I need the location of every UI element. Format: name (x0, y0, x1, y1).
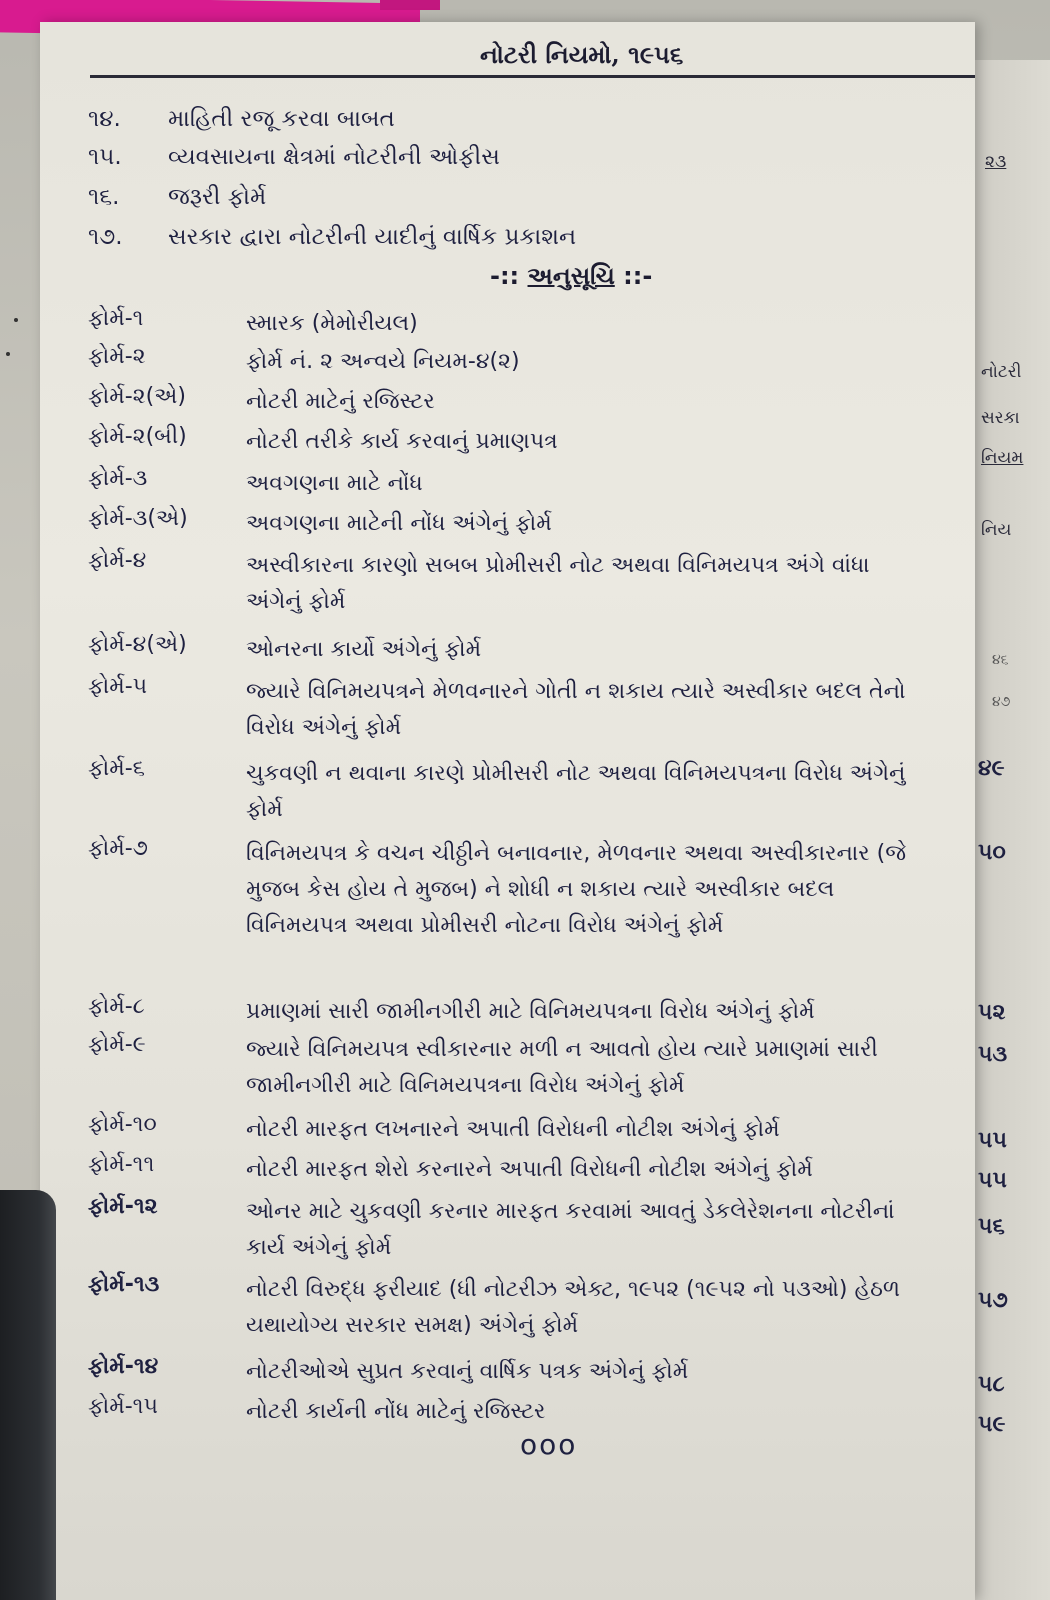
form-label: ફોર્મ-૧૧ (88, 1152, 155, 1177)
form-description: પ્રમાણમાં સારી જામીનગીરી માટે વિનિમયપત્રના વિરોધ અંગેનું ફોર્મ (246, 999, 815, 1024)
form-description: સ્મારક (મેમોરીયલ) (246, 311, 418, 336)
adjacent-fragment-3: નિયમ (981, 448, 1024, 468)
form-description: નોટરી વિરુદ્ધ ફરીયાદ (ધી નોટરીઝ એક્ટ, ૧૯૫૨ (૧૯૫૨ નો ૫૩ઓ) હેઠળ યથાયોગ્ય સરકાર સમક્ષ) અંગેનું ફોર્મ (246, 1277, 901, 1338)
rule-number: ૧૪. (88, 106, 121, 132)
schedule-suffix: ::- (623, 262, 653, 290)
form-page-number: ૫૬ (978, 1214, 1005, 1239)
rule-text: સરકાર દ્વારા નોટરીની યાદીનું વાર્ષિક પ્રકાશન (168, 224, 577, 250)
form-label: ફોર્મ-૩ (88, 466, 148, 491)
form-label: ફોર્મ-૬ (88, 756, 145, 781)
dark-object-corner (0, 1190, 56, 1600)
form-label: ફોર્મ-૧૨ (88, 1194, 158, 1219)
form-label: ફોર્મ-૪ (88, 548, 147, 573)
adjacent-fragment-4: નિય (981, 520, 1012, 540)
margin-dot (14, 318, 18, 322)
rule-text: વ્યવસાયના ક્ષેત્રમાં નોટરીની ઓફીસ (168, 144, 500, 170)
form-description: ફોર્મ નં. ૨ અન્વયે નિયમ-૪(૨) (246, 349, 520, 374)
adjacent-page-number: ૪૭ (992, 694, 1011, 710)
form-label: ફોર્મ-૧૫ (88, 1394, 158, 1419)
rule-text: માહિતી રજૂ કરવા બાબત (168, 106, 395, 132)
form-description: નોટરી તરીકે કાર્ય કરવાનું પ્રમાણપત્ર (246, 429, 558, 454)
adjacent-page (975, 60, 1050, 1600)
form-page-number: ૫૦ (978, 840, 1006, 865)
form-description: નોટરીઓએ સુપ્રત કરવાનું વાર્ષિક પત્રક અંગેનું ફોર્મ (246, 1359, 689, 1384)
adjacent-fragment-1: નોટરી (981, 362, 1022, 382)
margin-dot (6, 352, 10, 356)
form-page-number: ૫૭ (978, 1288, 1008, 1313)
form-page-number: ૫૩ (978, 1042, 1008, 1067)
form-page-number: ૫૫ (978, 1128, 1007, 1153)
form-label: ફોર્મ-૪(એ) (88, 632, 187, 657)
rule-number: ૧૬. (88, 184, 120, 210)
form-label: ફોર્મ-૨(બી) (88, 424, 187, 449)
form-description: નોટરી મારફત શેરો કરનારને અપાતી વિરોધની નોટીશ અંગેનું ફોર્મ (246, 1157, 813, 1182)
form-label: ફોર્મ-૮ (88, 994, 145, 1019)
form-page-number: ૪૯ (978, 756, 1005, 781)
form-label: ફોર્મ-૧૪ (88, 1354, 159, 1379)
adjacent-page-number: ૪૬ (992, 652, 1009, 668)
adjacent-fragment-2: સરકા (981, 408, 1020, 428)
form-label: ફોર્મ-૧૩ (88, 1272, 160, 1297)
form-description: નોટરી કાર્યની નોંધ માટેનું રજિસ્ટર (246, 1399, 546, 1424)
form-label: ફોર્મ-૨(એ) (88, 384, 186, 409)
running-head: નોટરી નિયમો, ૧૯૫૬ (480, 40, 684, 69)
form-description: જ્યારે વિનિમયપત્રને મેળવનારને ગોતી ન શકાય ત્યારે અસ્વીકાર બદલ તેનો વિરોધ અંગેનું ફોર્મ (246, 679, 906, 740)
form-description: અવગણના માટેની નોંધ અંગેનું ફોર્મ (246, 511, 552, 536)
adjacent-page-number: ૨૩ (985, 152, 1007, 172)
end-ornament: ooo (520, 1428, 578, 1461)
form-label: ફોર્મ-૨ (88, 344, 146, 369)
rule-number: ૧૭. (88, 224, 123, 250)
form-label: ફોર્મ-૧૦ (88, 1112, 157, 1137)
form-label: ફોર્મ-૧ (88, 306, 144, 331)
form-description: ઓનરના કાર્યો અંગેનું ફોર્મ (246, 637, 482, 662)
schedule-title: અનુસૂચિ (527, 262, 615, 290)
form-description: નોટરી મારફત લખનારને અપાતી વિરોધની નોટીશ અંગેનું ફોર્મ (246, 1117, 780, 1142)
form-page-number: ૫૫ (978, 1168, 1007, 1193)
form-label: ફોર્મ-૩(એ) (88, 506, 188, 531)
rule-number: ૧૫. (88, 144, 122, 170)
form-description: વિનિમયપત્ર કે વચન ચીઠ્ઠીને બનાવનાર, મેળવનાર અથવા અસ્વીકારનાર (જે મુજબ કેસ હોય તે મુજબ) ને શોધી ન શકાય ત્યારે અસ્વીકાર બદલ વિનિમયપત્ર અથવા પ્રોમીસરી નોટના વિરોધ અંગેનું ફોર્મ (246, 841, 907, 938)
header-rule (90, 75, 975, 78)
rule-text: જરૂરી ફોર્મ (168, 184, 267, 210)
pink-book-cover-edge (380, 0, 440, 10)
form-description: ચુકવણી ન થવાના કારણે પ્રોમીસરી નોટ અથવા વિનિમયપત્રના વિરોધ અંગેનું ફોર્મ (246, 761, 906, 822)
form-description: ઓનર માટે ચુકવણી કરનાર મારફત કરવામાં આવતું ડેકલેરેશનના નોટરીનાં કાર્ય અંગેનું ફોર્મ (246, 1199, 895, 1260)
form-page-number: ૫૮ (978, 1372, 1005, 1397)
form-label: ફોર્મ-૭ (88, 836, 148, 861)
form-description: અસ્વીકારના કારણો સબબ પ્રોમીસરી નોટ અથવા વિનિમયપત્ર અંગે વાંધા અંગેનું ફોર્મ (246, 553, 870, 614)
form-page-number: ૫૨ (978, 1000, 1006, 1025)
form-description: નોટરી માટેનું રજિસ્ટર (246, 389, 435, 414)
form-description: અવગણના માટે નોંધ (246, 471, 423, 496)
form-label: ફોર્મ-૯ (88, 1032, 146, 1057)
schedule-heading (490, 262, 652, 290)
schedule-prefix: -:: (490, 262, 520, 290)
form-label: ફોર્મ-૫ (88, 674, 148, 699)
form-page-number: ૫૯ (978, 1412, 1006, 1437)
form-description: જ્યારે વિનિમયપત્ર સ્વીકારનાર મળી ન આવતો હોય ત્યારે પ્રમાણમાં સારી જામીનગીરી માટે વિનિમયપત્રના વિરોધ અંગેનું ફોર્મ (246, 1037, 878, 1098)
